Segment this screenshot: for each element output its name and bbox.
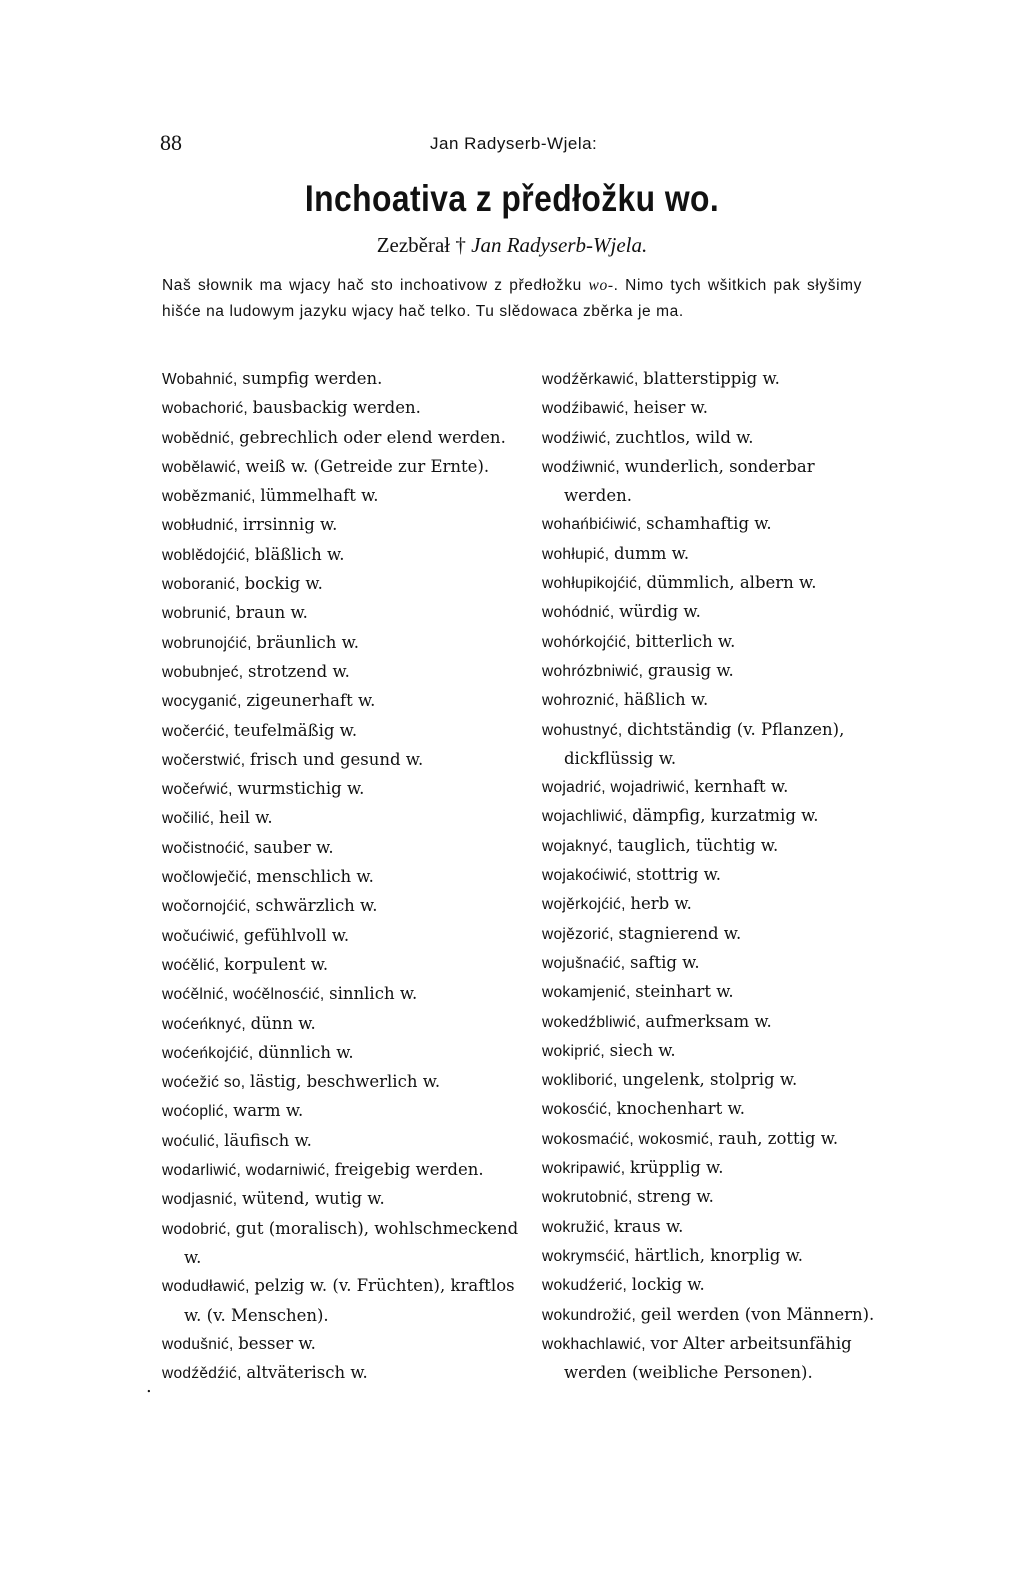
dictionary-entry xyxy=(542,1066,882,1095)
headword: woćežić so, xyxy=(162,1074,246,1092)
gloss: stottrig w. xyxy=(636,865,722,885)
headword: wokosmaćić, wokosmić, xyxy=(542,1130,714,1148)
running-head xyxy=(160,130,864,160)
dictionary-entry xyxy=(162,1010,530,1039)
intro-prefix: wo- xyxy=(588,277,614,294)
headword: wočeŕwić, xyxy=(162,781,233,799)
headword: wokhachlawić, xyxy=(542,1335,646,1353)
headword: wokripawić, xyxy=(542,1160,626,1178)
margin-mark: . xyxy=(146,1376,152,1397)
dictionary-entry xyxy=(542,569,882,598)
dictionary-entry xyxy=(162,922,530,951)
headword: wobrunić, xyxy=(162,605,232,623)
headword: wobubnjeć, xyxy=(162,663,244,681)
dictionary-entry xyxy=(542,890,882,919)
headword: wojachliwić, xyxy=(542,808,628,826)
gloss: knochenhart w. xyxy=(616,1099,745,1119)
gloss: ungelenk, stolprig w. xyxy=(622,1070,798,1090)
headword: wokrutobnić, xyxy=(542,1189,633,1207)
dictionary-entry xyxy=(162,1272,530,1330)
gloss: dämpfig, kurzatmig w. xyxy=(632,806,819,826)
dictionary-entry xyxy=(162,482,530,511)
dictionary-entry xyxy=(162,804,530,833)
gloss: tauglich, tüchtig w. xyxy=(617,835,779,855)
dictionary-entry xyxy=(162,834,530,863)
gloss: läufisch w. xyxy=(224,1130,312,1150)
headword: Wobahnić, xyxy=(162,371,238,388)
left-column xyxy=(162,365,530,1388)
gloss: dichtständig (v. Pflanzen), dickflüssig w. xyxy=(564,719,845,768)
dictionary-entry xyxy=(162,541,530,570)
headword: wodźědźić, xyxy=(162,1365,242,1383)
headword: wokosćić, xyxy=(542,1101,612,1119)
dictionary-entry xyxy=(542,1242,882,1271)
headword: wojakoćiwić, xyxy=(542,867,632,885)
running-title: Jan Radyserb-Wjela: xyxy=(430,134,598,153)
headword: woblědojćić, xyxy=(162,546,251,564)
headword: wodarliwić, wodarniwić, xyxy=(162,1162,330,1180)
dictionary-entry xyxy=(162,599,530,628)
headword: wočlowječić, xyxy=(162,869,252,887)
gloss: lästig, beschwerlich w. xyxy=(250,1072,441,1092)
dictionary-entry xyxy=(162,863,530,892)
dictionary-entry xyxy=(542,1271,882,1300)
gloss: dünnlich w. xyxy=(258,1042,354,1062)
gloss: saftig w. xyxy=(630,952,700,972)
gloss: heiser w. xyxy=(633,398,708,418)
headword: wočornojćić, xyxy=(162,898,251,916)
headword: wohrózbniwić, xyxy=(542,662,644,680)
gloss: menschlich w. xyxy=(256,867,374,887)
headword: wohustnyć, xyxy=(542,721,623,739)
dictionary-entry xyxy=(542,1301,882,1330)
gloss: bläßlich w. xyxy=(254,544,345,564)
headword: wojušnaćić, xyxy=(542,954,626,972)
dictionary-entry xyxy=(542,832,882,861)
gloss: stagnierend w. xyxy=(618,923,742,943)
headword: wočistnoćić, xyxy=(162,839,250,857)
headword: woćeńkojćić, xyxy=(162,1044,254,1062)
dictionary-entry xyxy=(162,511,530,540)
dictionary-entry xyxy=(542,686,882,715)
dictionary-entry xyxy=(542,365,882,394)
dictionary-entry xyxy=(542,802,882,831)
headword: woćeńknyć, xyxy=(162,1015,246,1033)
gloss: wurmstichig w. xyxy=(237,779,365,799)
dictionary-entry xyxy=(162,1359,530,1388)
dictionary-entry xyxy=(162,365,530,394)
dictionary-entry xyxy=(162,1330,530,1359)
gloss: teufelmäßig w. xyxy=(233,720,358,740)
gloss: lümmelhaft w. xyxy=(260,486,379,506)
headword: wobězmanić, xyxy=(162,488,256,506)
dictionary-entry xyxy=(162,1039,530,1068)
gloss: frisch und gesund w. xyxy=(250,749,424,769)
gloss: bausbackig werden. xyxy=(252,398,421,418)
gloss: lockig w. xyxy=(631,1275,705,1295)
dictionary-entry xyxy=(542,540,882,569)
dictionary-entry xyxy=(162,658,530,687)
dictionary-entry xyxy=(542,716,882,774)
page-number: 88 xyxy=(160,130,182,155)
dictionary-entry xyxy=(542,424,882,453)
dictionary-entry xyxy=(542,1183,882,1212)
headword: wobělawić, xyxy=(162,458,241,476)
dictionary-entry xyxy=(162,892,530,921)
dictionary-entry xyxy=(162,629,530,658)
article-title: Inchoativa z předłožku wo. xyxy=(304,178,720,219)
gloss: steinhart w. xyxy=(635,982,734,1002)
headword: wobědnić, xyxy=(162,429,235,447)
gloss: kraus w. xyxy=(613,1216,684,1236)
gloss: grausig w. xyxy=(647,660,734,680)
headword: wokrymsćić, xyxy=(542,1247,630,1265)
gloss: korpulent w. xyxy=(224,954,329,974)
gloss: altväterisch w. xyxy=(246,1363,368,1383)
gloss: zigeunerhaft w. xyxy=(246,691,376,711)
gloss: sumpfig werden. xyxy=(242,369,383,388)
gloss: kernhaft w. xyxy=(694,777,789,797)
dictionary-entry xyxy=(162,951,530,980)
headword: wohódnić, xyxy=(542,604,615,622)
gloss: bockig w. xyxy=(244,574,323,594)
gloss: dümmlich, albern w. xyxy=(646,573,817,593)
headword: wojěrkojćić, xyxy=(542,896,626,914)
gloss: irrsinnig w. xyxy=(242,515,338,535)
dictionary-entry xyxy=(542,949,882,978)
dictionary-entry xyxy=(162,570,530,599)
dictionary-entry xyxy=(162,980,530,1009)
dictionary-entry xyxy=(162,1185,530,1214)
gloss: rauh, zottig w. xyxy=(718,1128,839,1148)
dictionary-entry xyxy=(162,1156,530,1185)
gloss: blatterstippig w. xyxy=(643,369,780,388)
headword: woćoplić, xyxy=(162,1103,229,1121)
gloss: würdig w. xyxy=(619,602,701,622)
dictionary-entry xyxy=(542,978,882,1007)
dictionary-entry xyxy=(542,1213,882,1242)
dictionary-entry xyxy=(542,1330,882,1388)
intro-paragraph xyxy=(162,273,862,325)
gloss: schamhaftig w. xyxy=(646,514,772,534)
gloss: aufmerksam w. xyxy=(645,1011,772,1031)
dictionary-entry xyxy=(542,861,882,890)
dictionary-entry xyxy=(162,687,530,716)
gloss: geil werden (von Männern). xyxy=(640,1304,875,1324)
dictionary-entry xyxy=(162,717,530,746)
dictionary-entry xyxy=(542,1154,882,1183)
gloss: streng w. xyxy=(637,1187,714,1207)
dictionary-entry xyxy=(542,1095,882,1124)
headword: wobłudnić, xyxy=(162,517,239,535)
dictionary-entry xyxy=(542,394,882,423)
headword: wocyganić, xyxy=(162,693,242,711)
gloss: besser w. xyxy=(238,1333,316,1353)
dictionary-entry xyxy=(162,453,530,482)
headword: wohańbićiwić, xyxy=(542,516,642,534)
gloss: häßlich w. xyxy=(623,690,709,710)
dictionary-entry xyxy=(542,773,882,802)
gloss: siech w. xyxy=(609,1040,676,1060)
headword: wohórkojćić, xyxy=(542,633,631,651)
headword: wočilić, xyxy=(162,810,215,828)
headword: wočerstwić, xyxy=(162,751,246,769)
headword: wodźěrkawić, xyxy=(542,371,639,388)
intro-text-1: Naš słownik ma wjacy hač sto inchoativow z předłožku xyxy=(162,277,589,294)
dictionary-entry xyxy=(162,1068,530,1097)
right-column xyxy=(542,365,882,1387)
gloss: sinnlich w. xyxy=(329,984,418,1004)
dictionary-entry xyxy=(162,1127,530,1156)
headword: wohłupikojćić, xyxy=(542,575,642,593)
dictionary-entry xyxy=(162,424,530,453)
headword: wodźibawić, xyxy=(542,400,629,418)
gloss: krüpplig w. xyxy=(630,1158,724,1178)
headword: wodźiwić, xyxy=(542,429,612,447)
headword: wodźiwnić, xyxy=(542,458,620,476)
gloss: dumm w. xyxy=(613,543,690,563)
gloss: heil w. xyxy=(218,808,273,828)
gloss: härtlich, knorplig w. xyxy=(634,1245,803,1265)
headword: wokliborić, xyxy=(542,1072,618,1090)
headword: wodudławić, xyxy=(162,1278,250,1296)
gloss: dünn w. xyxy=(250,1013,316,1033)
headword: wojadrić, wojadriwić, xyxy=(542,779,690,797)
gloss: freigebig werden. xyxy=(334,1160,484,1180)
dictionary-entry xyxy=(542,920,882,949)
headword: wokundrožić, xyxy=(542,1306,637,1324)
dictionary-entry xyxy=(162,775,530,804)
headword: wodušnić, xyxy=(162,1335,234,1353)
gloss: vor Alter arbeitsunfähig werden (weibliche Personen). xyxy=(564,1333,852,1383)
gloss: bitterlich w. xyxy=(635,631,736,651)
headword: wodobrić, xyxy=(162,1220,232,1238)
byline-prefix: Zezběrał † xyxy=(376,233,472,257)
gloss: strotzend w. xyxy=(248,661,350,681)
headword: wohłupić, xyxy=(542,545,610,563)
dictionary-entry xyxy=(542,657,882,686)
dictionary-entry xyxy=(542,628,882,657)
headword: wokedźbliwić, xyxy=(542,1013,641,1031)
dictionary-entry xyxy=(542,1008,882,1037)
dictionary-entry xyxy=(542,1037,882,1066)
gloss: bräunlich w. xyxy=(256,632,360,652)
dictionary-entry xyxy=(542,453,882,511)
headword: wobachorić, xyxy=(162,400,249,418)
gloss: weiß w. (Getreide zur Ernte). xyxy=(245,456,490,476)
headword: wokamjenić, xyxy=(542,984,631,1002)
headword: woćělnić, woćělnosćić, xyxy=(162,986,325,1004)
headword: wokružić, xyxy=(542,1218,610,1236)
gloss: pelzig w. (v. Früchten), kraftlos w. (v. Menschen). xyxy=(184,1276,515,1325)
headword: wokiprić, xyxy=(542,1042,605,1060)
dictionary-entry xyxy=(542,1125,882,1154)
dictionary-entry xyxy=(542,598,882,627)
byline-author: Jan Radyserb-Wjela. xyxy=(471,233,648,257)
gloss: herb w. xyxy=(630,894,692,914)
gloss: sauber w. xyxy=(253,837,334,857)
dictionary-entry xyxy=(162,746,530,775)
headword: wohroznić, xyxy=(542,692,620,710)
gloss: braun w. xyxy=(235,603,308,623)
gloss: gefühlvoll w. xyxy=(243,925,350,945)
dictionary-entry xyxy=(162,1097,530,1126)
gloss: zuchtlos, wild w. xyxy=(615,427,754,447)
headword: wočućiwić, xyxy=(162,927,240,945)
gloss: schwärzlich w. xyxy=(255,896,378,916)
headword: wodjasnić, xyxy=(162,1191,238,1209)
gloss: gebrechlich oder elend werden. xyxy=(239,427,506,447)
dictionary-entry xyxy=(542,510,882,539)
headword: wočerćić, xyxy=(162,722,230,740)
dictionary-entry xyxy=(162,394,530,423)
dictionary-entry xyxy=(162,1215,530,1273)
intro-text-2: . Nimo tych wšitkich pak słyšimy hišće na ludowym jazyku wjacy hač telko. Tu slědowaca zběrka je ma. xyxy=(162,277,862,320)
headword: wobrunojćić, xyxy=(162,634,252,652)
headword: woboranić, xyxy=(162,576,240,594)
gloss: warm w. xyxy=(233,1101,304,1121)
byline xyxy=(0,233,1024,258)
headword: woćulić, xyxy=(162,1132,220,1150)
headword: wojaknyć, xyxy=(542,837,613,855)
gloss: wütend, wutig w. xyxy=(242,1189,385,1209)
gloss: gut (moralisch), wohlschmeckend w. xyxy=(184,1218,519,1267)
headword: woćělić, xyxy=(162,956,220,974)
headword: wojězorić, xyxy=(542,925,614,943)
headword: wokudźerić, xyxy=(542,1277,628,1295)
gloss: wunderlich, sonderbar werden. xyxy=(564,456,815,506)
